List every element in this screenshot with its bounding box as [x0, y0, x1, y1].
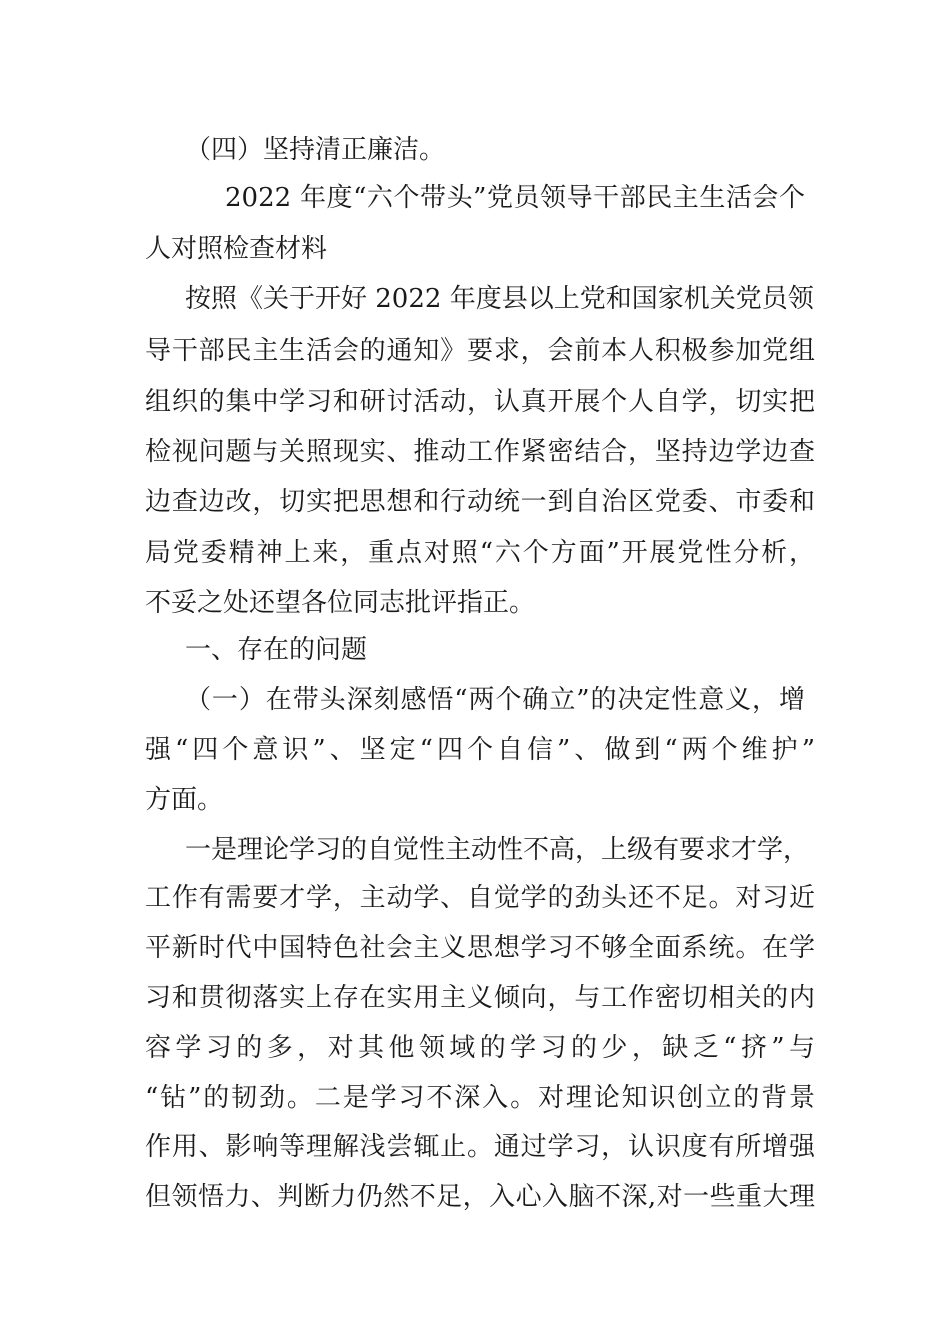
intro-paragraph-line: 局党委精神上来，重点对照“六个方面”开展党性分析，	[145, 538, 815, 568]
body-paragraph-line: 但领悟力、判断力仍然不足，入心入脑不深,对一些重大理	[145, 1182, 815, 1212]
body-paragraph-line: 习和贯彻落实上存在实用主义倾向，与工作密切相关的内	[145, 983, 815, 1013]
body-paragraph-line: 平新时代中国特色社会主义思想学习不够全面系统。在学	[145, 933, 815, 963]
intro-paragraph-line: 检视问题与关照现实、推动工作紧密结合，坚持边学边查	[145, 437, 815, 467]
subsection-heading-line: 方面。	[145, 785, 224, 815]
document-title-line-1: 2022 年度“六个带头”党员领导干部民主生活会个	[225, 183, 805, 213]
body-paragraph-line: 作用、影响等理解浅尝辄止。通过学习，认识度有所增强	[145, 1132, 815, 1162]
body-paragraph-line: 一是理论学习的自觉性主动性不高，上级有要求才学，	[185, 835, 810, 865]
body-paragraph-line: 工作有需要才学，主动学、自觉学的劲头还不足。对习近	[145, 883, 815, 913]
intro-paragraph-line: 组织的集中学习和研讨活动，认真开展个人自学，切实把	[145, 387, 815, 417]
section-heading-4: （四）坚持清正廉洁。	[185, 135, 446, 165]
intro-paragraph-line: 按照《关于开好 2022 年度县以上党和国家机关党员领	[185, 284, 814, 314]
body-paragraph-line: 容学习的多，对其他领域的学习的少，缺乏“挤”与	[145, 1033, 815, 1063]
section-heading-1: 一、存在的问题	[185, 635, 368, 665]
intro-paragraph-line: 边查边改，切实把思想和行动统一到自治区党委、市委和	[145, 487, 815, 517]
subsection-heading-line: （一）在带头深刻感悟“两个确立”的决定性意义，增	[185, 685, 805, 715]
intro-paragraph-line: 导干部民主生活会的通知》要求，会前本人积极参加党组	[145, 336, 815, 366]
document-title-line-2: 人对照检查材料	[145, 234, 328, 264]
intro-paragraph-line: 不妥之处还望各位同志批评指正。	[145, 588, 536, 618]
body-paragraph-line: “钻”的韧劲。二是学习不深入。对理论知识创立的背景	[145, 1083, 815, 1113]
subsection-heading-line: 强“四个意识”、坚定“四个自信”、做到“两个维护”	[145, 735, 815, 765]
